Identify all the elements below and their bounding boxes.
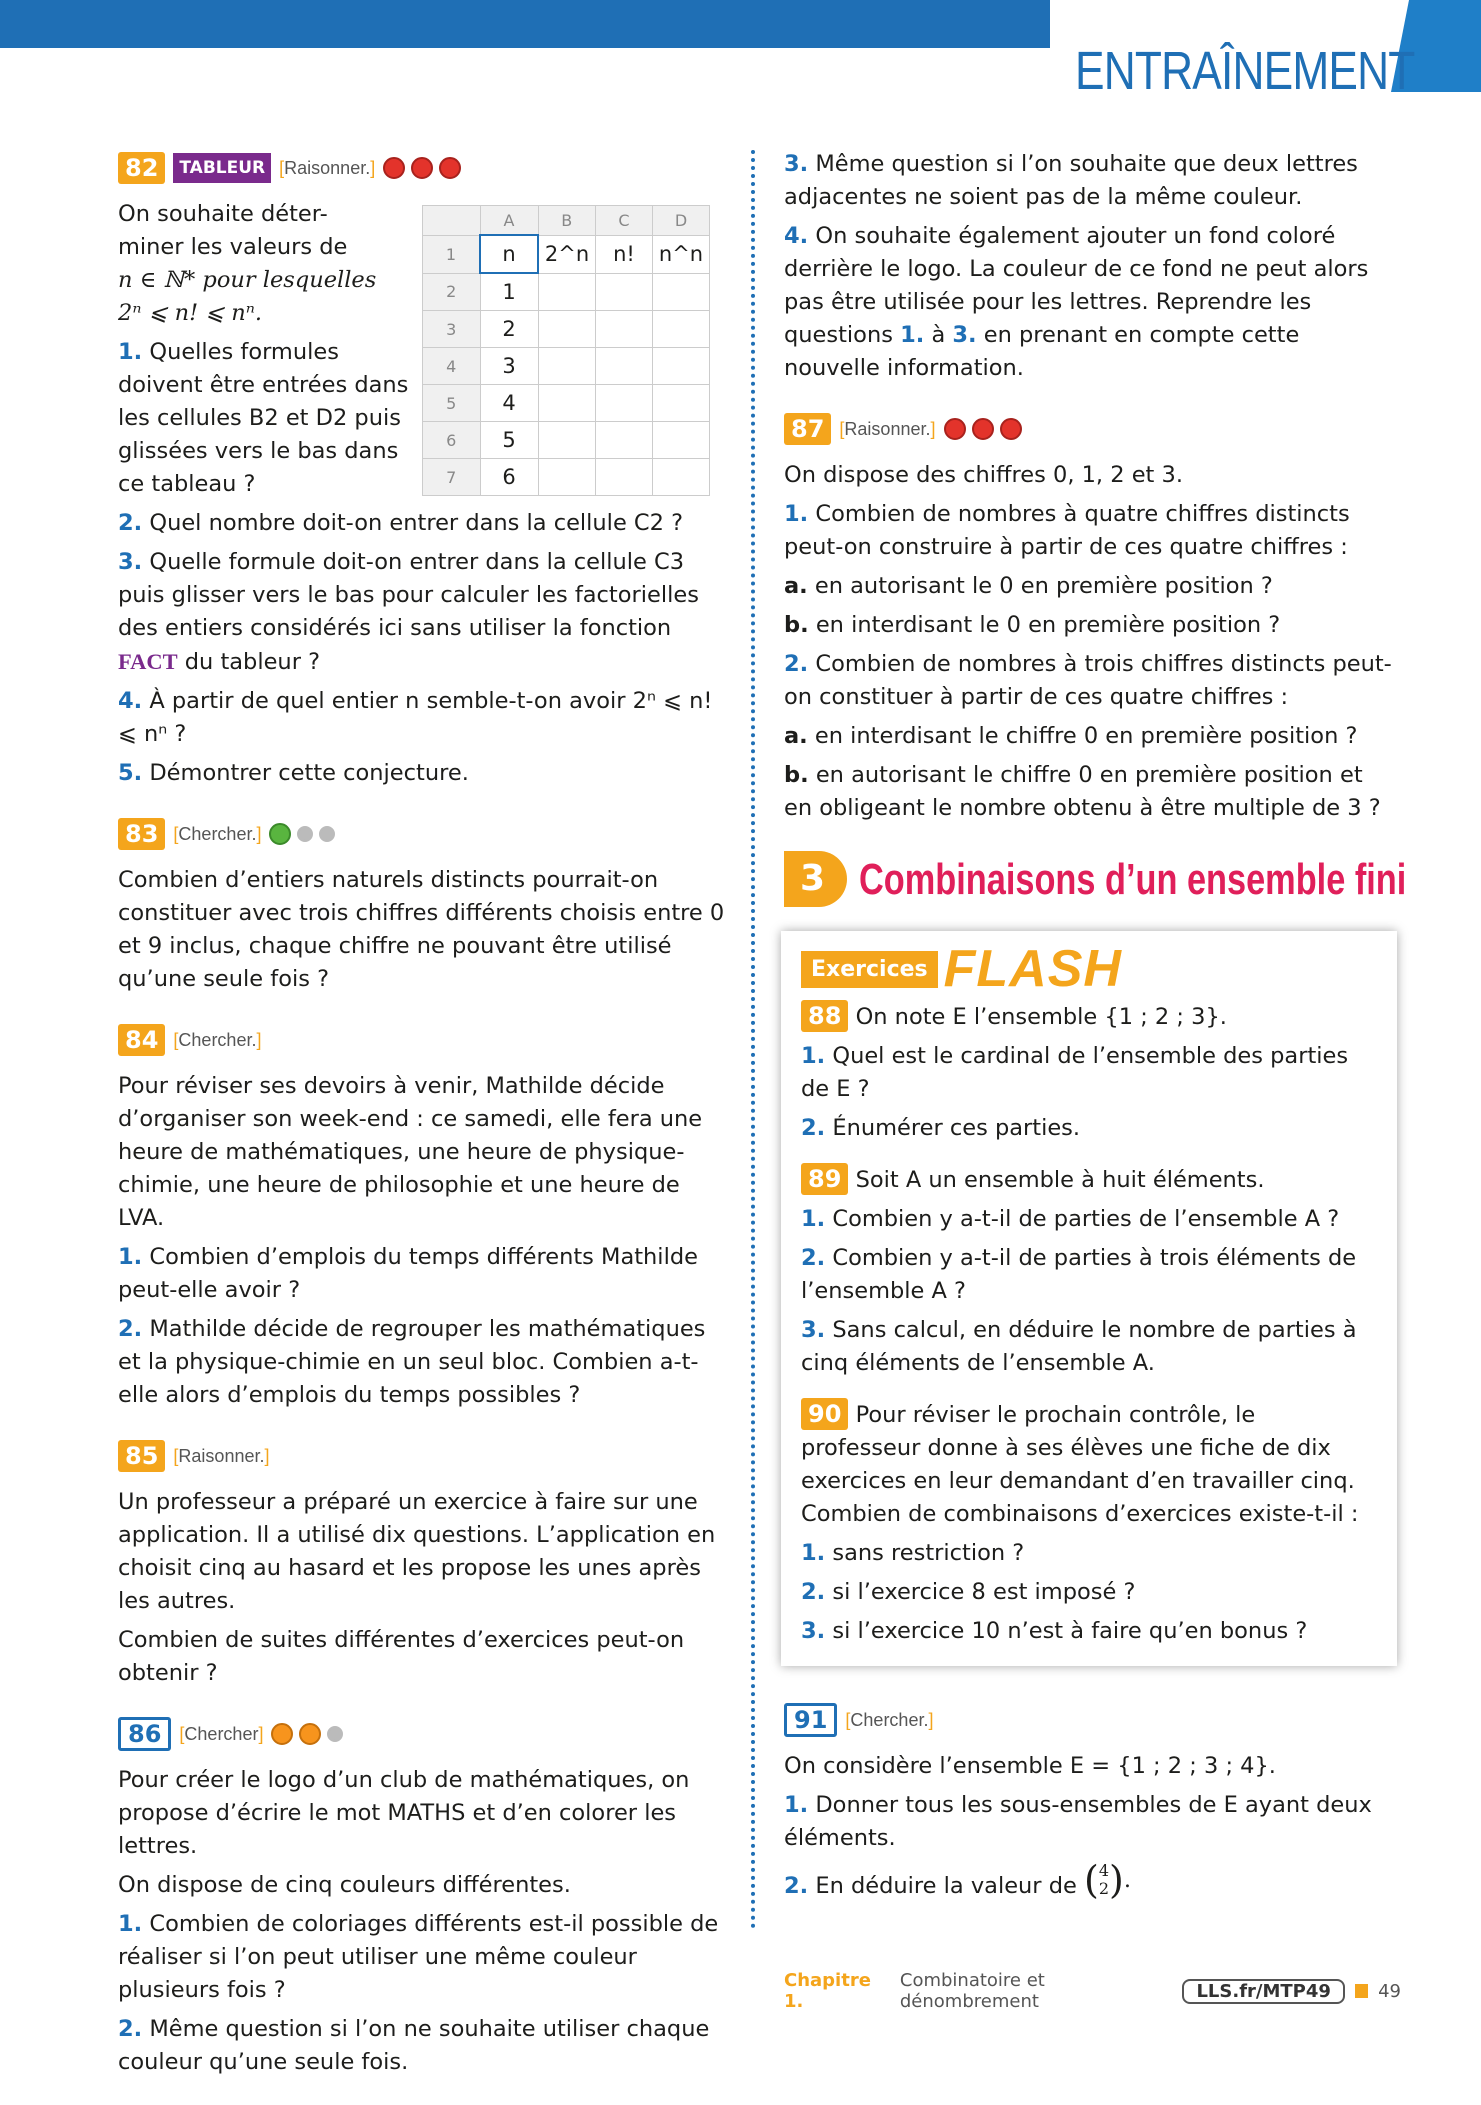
difficulty-dots bbox=[271, 1723, 343, 1745]
skill-tag: [Chercher.] bbox=[173, 823, 262, 844]
exercise-number: 85 bbox=[118, 1440, 165, 1472]
exercise-number: 89 bbox=[801, 1163, 848, 1195]
sheet-row-header: 1 bbox=[423, 235, 481, 273]
difficulty-dots bbox=[383, 157, 461, 179]
top-banner bbox=[0, 0, 1060, 48]
exercise-header bbox=[784, 1702, 1394, 1738]
chapter-title: Combinaisons d’un ensemble fini bbox=[859, 854, 1407, 904]
exercise-header bbox=[118, 816, 730, 852]
difficulty-dot-icon bbox=[327, 1726, 343, 1742]
exercise-number: 83 bbox=[118, 818, 165, 850]
question: 1. Quelles formules doivent être entrées dans les cellules B2 et D2 puis glissées vers le bas dans ce tableau ? bbox=[118, 339, 409, 497]
intro-line: miner les valeurs de bbox=[118, 234, 348, 260]
intro-line: n ∈ ℕ* pour lesquelles bbox=[118, 267, 377, 293]
sheet-row-header: 5 bbox=[423, 385, 481, 422]
difficulty-dot-icon bbox=[1000, 418, 1022, 440]
difficulty-dots bbox=[944, 418, 1022, 440]
question: 3. si l’exercice 10 n’est à faire qu’en bonus ? bbox=[801, 1618, 1308, 1644]
exercise-87 bbox=[784, 411, 1394, 825]
difficulty-dot-icon bbox=[411, 157, 433, 179]
exercise-85 bbox=[118, 1438, 730, 1690]
question: 2. Combien de nombres à trois chiffres distincts peut-on constituer à partir de ces quatre chiffres : bbox=[784, 651, 1392, 710]
difficulty-dot-icon bbox=[271, 1723, 293, 1745]
flash-exercises-box bbox=[781, 931, 1397, 1666]
exercise-86 bbox=[118, 1716, 730, 2079]
question: 3. Sans calcul, en déduire le nombre de parties à cinq éléments de l’ensemble A. bbox=[801, 1317, 1357, 1376]
footer-link[interactable]: LLS.fr/MTP49 bbox=[1182, 1979, 1344, 2004]
exercise-number: 82 bbox=[118, 152, 165, 184]
difficulty-dot-icon bbox=[383, 157, 405, 179]
skill-tag: [Raisonner.] bbox=[173, 1445, 270, 1466]
flash-header bbox=[801, 940, 1377, 998]
sheet-cell: 3 bbox=[480, 348, 538, 385]
question: 2. si l’exercice 8 est imposé ? bbox=[801, 1579, 1136, 1605]
exercise-number: 90 bbox=[801, 1398, 848, 1430]
sheet-row-header: 3 bbox=[423, 311, 481, 348]
page-number: 49 bbox=[1378, 1980, 1401, 2002]
exercise-number: 91 bbox=[784, 1703, 837, 1737]
exercise-header bbox=[118, 1716, 730, 1752]
question: 4. On souhaite également ajouter un fond coloré derrière le logo. La couleur de ce fond ne peut alors pas être utilisée pour les lettres. Reprendre les questions 1. à 3. en prenant en compte cette nouvelle information. bbox=[784, 223, 1369, 381]
difficulty-dot-icon bbox=[972, 418, 994, 440]
exercise-number: 88 bbox=[801, 1000, 848, 1032]
exercise-83 bbox=[118, 816, 730, 996]
difficulty-dot-icon bbox=[269, 823, 291, 845]
column-divider bbox=[751, 150, 755, 1930]
exercise-intro bbox=[118, 198, 418, 501]
question: 1. Quel est le cardinal de l’ensemble des parties de E ? bbox=[801, 1043, 1349, 1102]
exercise-text: On considère l’ensemble E = {1 ; 2 ; 3 ; 4}. bbox=[784, 1753, 1276, 1779]
sheet-col-header: D bbox=[653, 206, 710, 236]
sheet-col-header: B bbox=[538, 206, 596, 236]
flash-title: FLASH bbox=[943, 940, 1122, 998]
sheet-cell: 4 bbox=[480, 385, 538, 422]
exercise-91 bbox=[784, 1702, 1394, 1903]
exercise-text: Un professeur a préparé un exercice à faire sur une application. Il a utilisé dix questions. L’application en choisit cinq au hasard et les propose les unes après les autres. bbox=[118, 1489, 716, 1614]
footer-square-icon bbox=[1355, 1984, 1368, 1998]
sub-question: a. en interdisant le chiffre 0 en première position ? bbox=[784, 723, 1358, 749]
chapter-number: 3 bbox=[784, 851, 847, 907]
exercise-header bbox=[784, 411, 1394, 447]
sheet-col-header: C bbox=[596, 206, 653, 236]
question: 2. Même question si l’on ne souhaite utiliser chaque couleur qu’une seule fois. bbox=[118, 2016, 710, 2075]
difficulty-dots bbox=[269, 823, 335, 845]
exercise-text: On dispose de cinq couleurs différentes. bbox=[118, 1872, 571, 1898]
exercise-header bbox=[118, 1022, 730, 1058]
exercise-89 bbox=[801, 1163, 1377, 1380]
tableur-badge: TABLEUR bbox=[173, 153, 271, 183]
skill-tag: [Chercher.] bbox=[845, 1709, 934, 1730]
sheet-row-header: 2 bbox=[423, 273, 481, 311]
question: 2. En déduire la valeur de ( 4 2 ) . bbox=[784, 1858, 1131, 1902]
question: 4. À partir de quel entier n semble-t-on avoir 2ⁿ ⩽ n! ⩽ nⁿ ? bbox=[118, 688, 713, 747]
right-column bbox=[784, 148, 1407, 1929]
skill-tag: [Chercher.] bbox=[173, 1029, 262, 1050]
sheet-cell: 6 bbox=[480, 459, 538, 496]
difficulty-dot-icon bbox=[439, 157, 461, 179]
question: 2. Quel nombre doit-on entrer dans la cellule C2 ? bbox=[118, 510, 684, 536]
intro-line: 2ⁿ ⩽ n! ⩽ nⁿ. bbox=[118, 300, 263, 326]
binomial-coefficient: ( 4 2 ) . bbox=[1084, 1858, 1131, 1902]
exercise-text: 90 Pour réviser le prochain contrôle, le professeur donne à ses élèves une fiche de dix exercices en leur demandant d’en travailler cinq. bbox=[801, 1400, 1355, 1494]
flash-label: Exercices bbox=[801, 951, 938, 988]
exercise-text: 89 Soit A un ensemble à huit éléments. bbox=[801, 1163, 1377, 1197]
exercise-text: 88 On note E l’ensemble {1 ; 2 ; 3}. bbox=[801, 1000, 1377, 1034]
exercise-number: 86 bbox=[118, 1717, 171, 1751]
difficulty-dot-icon bbox=[299, 1723, 321, 1745]
exercise-82 bbox=[118, 150, 730, 790]
question: 1. Combien de coloriages différents est-il possible de réaliser si l’on peut utiliser une même couleur plusieurs fois ? bbox=[118, 1911, 719, 2003]
exercise-text: On dispose des chiffres 0, 1, 2 et 3. bbox=[784, 462, 1183, 488]
question: 1. Combien d’emplois du temps différents Mathilde peut-elle avoir ? bbox=[118, 1244, 698, 1303]
sheet-cell: n! bbox=[596, 235, 653, 273]
question: 1. Donner tous les sous-ensembles de E ayant deux éléments. bbox=[784, 1792, 1372, 1851]
sheet-row-header: 6 bbox=[423, 422, 481, 459]
exercise-86-continued bbox=[784, 148, 1394, 385]
sub-question: b. en interdisant le 0 en première position ? bbox=[784, 612, 1281, 638]
question: 3. Quelle formule doit-on entrer dans la cellule C3 puis glisser vers le bas pour calculer les factorielles des entiers considérés ici sans utiliser la fonction FACT du tableur ? bbox=[118, 549, 699, 675]
exercise-header bbox=[118, 1438, 730, 1474]
sheet-cell: n^n bbox=[653, 235, 710, 273]
difficulty-dot-icon bbox=[944, 418, 966, 440]
sheet-row-header: 4 bbox=[423, 348, 481, 385]
chapter-section-title bbox=[784, 851, 1407, 907]
difficulty-dot-icon bbox=[297, 826, 313, 842]
question: 1. Combien y a-t-il de parties de l’ensemble A ? bbox=[801, 1206, 1340, 1232]
exercise-text: Pour créer le logo d’un club de mathématiques, on propose d’écrire le mot MATHS et d’en colorer les lettres. bbox=[118, 1767, 690, 1859]
sheet-cell: 2^n bbox=[538, 235, 596, 273]
left-column bbox=[118, 150, 730, 2105]
exercise-header bbox=[118, 150, 730, 186]
exercise-90 bbox=[801, 1398, 1377, 1648]
exercise-text: Pour réviser ses devoirs à venir, Mathilde décide d’organiser son week-end : ce samedi, elle fera une heure de mathématiques, une heure de physique-chimie, une heure de philosophie et une heure de LVA. bbox=[118, 1073, 703, 1231]
question: 2. Mathilde décide de regrouper les mathématiques et la physique-chimie en un seul bloc. Combien a-t-elle alors d’emplois du temps possibles ? bbox=[118, 1316, 706, 1408]
exercise-question: Combien de suites différentes d’exercices peut-on obtenir ? bbox=[118, 1627, 685, 1686]
sheet-col-header: A bbox=[480, 206, 538, 236]
sub-question: b. en autorisant le chiffre 0 en première position et en obligeant le nombre obtenu à être multiple de 3 ? bbox=[784, 762, 1381, 821]
sheet-cell: 2 bbox=[480, 311, 538, 348]
question: 1. sans restriction ? bbox=[801, 1540, 1025, 1566]
exercise-88 bbox=[801, 1000, 1377, 1145]
exercise-text: Combien d’entiers naturels distincts pourrait-on constituer avec trois chiffres différents choisis entre 0 et 9 inclus, chaque chiffre ne pouvant être utilisé qu’une seule fois ? bbox=[118, 867, 725, 992]
footer-title: Combinatoire et dénombrement bbox=[899, 1970, 1045, 2012]
exercise-number: 87 bbox=[784, 413, 831, 445]
skill-tag: [Chercher] bbox=[179, 1723, 264, 1744]
intro-line: On souhaite déter- bbox=[118, 201, 328, 227]
question: 1. Combien de nombres à quatre chiffres distincts peut-on construire à partir de ces quatre chiffres : bbox=[784, 501, 1350, 560]
sheet-cell: 5 bbox=[480, 422, 538, 459]
exercise-text: Combien de combinaisons d’exercices existe-t-il : bbox=[801, 1501, 1359, 1527]
sub-question: a. en autorisant le 0 en première position ? bbox=[784, 573, 1273, 599]
question: 2. Énumérer ces parties. bbox=[801, 1115, 1081, 1141]
footer-chapter: Chapitre 1. bbox=[784, 1970, 871, 2012]
difficulty-dot-icon bbox=[319, 826, 335, 842]
page-footer bbox=[784, 1970, 1401, 2012]
question: 3. Même question si l’on souhaite que deux lettres adjacentes ne soient pas de la même couleur. bbox=[784, 151, 1358, 210]
fact-function: FACT bbox=[118, 649, 178, 674]
section-title: ENTRAÎNEMENT bbox=[1075, 41, 1415, 101]
skill-tag: [Raisonner.] bbox=[279, 157, 376, 178]
question: 5. Démontrer cette conjecture. bbox=[118, 760, 469, 786]
question: 2. Combien y a-t-il de parties à trois éléments de l’ensemble A ? bbox=[801, 1245, 1357, 1304]
skill-tag: [Raisonner.] bbox=[839, 418, 936, 439]
sheet-row-header: 7 bbox=[423, 459, 481, 496]
sheet-cell: 1 bbox=[480, 273, 538, 311]
exercise-84 bbox=[118, 1022, 730, 1412]
sheet-cell: n bbox=[480, 235, 538, 273]
exercise-number: 84 bbox=[118, 1024, 165, 1056]
